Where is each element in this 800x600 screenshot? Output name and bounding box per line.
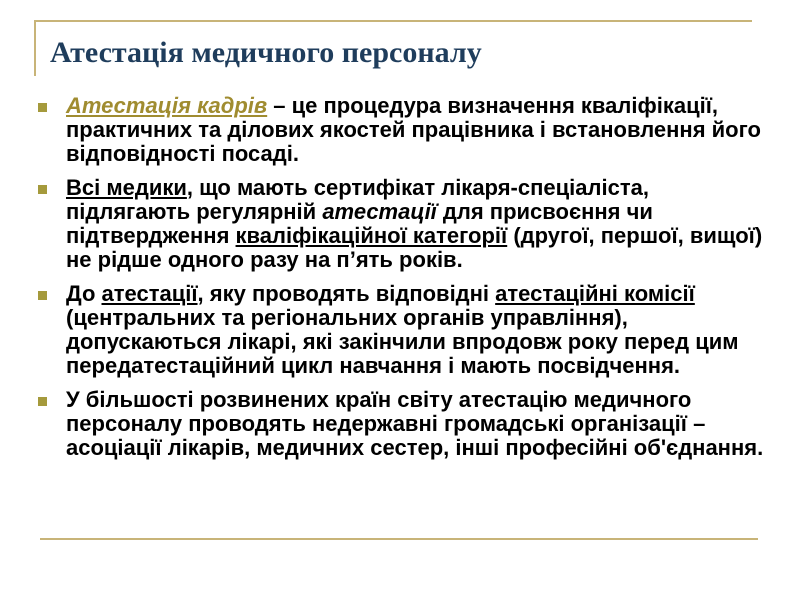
- bullet-2-text-b: для присвоєння чи підтвердження: [66, 199, 653, 248]
- bullet-4-text: У більшості розвинених країн світу атестацію медичного персоналу проводять недержавні громадські організації – асоціації лікарів, медичних сестер, інші професійні об'єднання.: [66, 387, 764, 460]
- term-attestation: атестації: [322, 199, 437, 224]
- square-bullet-icon: [38, 397, 47, 406]
- bullet-item-2: [36, 176, 776, 272]
- link-attestation-commissions: атестаційні комісії: [495, 281, 695, 306]
- frame-line-top: [34, 20, 752, 22]
- slide-title: Атестація медичного персоналу: [50, 36, 482, 69]
- bullet-list: [36, 94, 776, 470]
- square-bullet-icon: [38, 103, 47, 112]
- frame-line-bottom: [40, 538, 758, 540]
- bullet-item-3: [36, 282, 776, 378]
- bullet-3-text-a: До: [66, 281, 102, 306]
- bullet-item-4: [36, 388, 776, 460]
- link-qualification-category: кваліфікаційної категорії: [235, 223, 508, 248]
- link-all-medics: Всі медики: [66, 175, 187, 200]
- bullet-1-text: – це процедура визначення кваліфікації, практичних та ділових якостей працівника і встановлення його відповідності посаді.: [66, 93, 761, 166]
- bullet-2-text-a: , що мають сертифікат лікаря-спеціаліста, підлягають регулярній: [66, 175, 649, 224]
- bullet-2-text-c: (другої, першої, вищої) не рідше одного разу на п’ять років.: [66, 223, 763, 272]
- link-attestation: атестації: [101, 281, 198, 306]
- square-bullet-icon: [38, 185, 47, 194]
- bullet-3-text-b: , яку проводять відповідні: [197, 281, 496, 306]
- square-bullet-icon: [38, 291, 47, 300]
- frame-line-left: [34, 20, 36, 76]
- bullet-item-1: [36, 94, 776, 166]
- term-attestation-of-staff: Атестація кадрів: [66, 93, 268, 118]
- bullet-3-text-c: (центральних та регіональних органів управління), допускаються лікарі, які закінчили впродовж року перед цим передатестаційний цикл навчання і мають посвідчення.: [66, 305, 739, 378]
